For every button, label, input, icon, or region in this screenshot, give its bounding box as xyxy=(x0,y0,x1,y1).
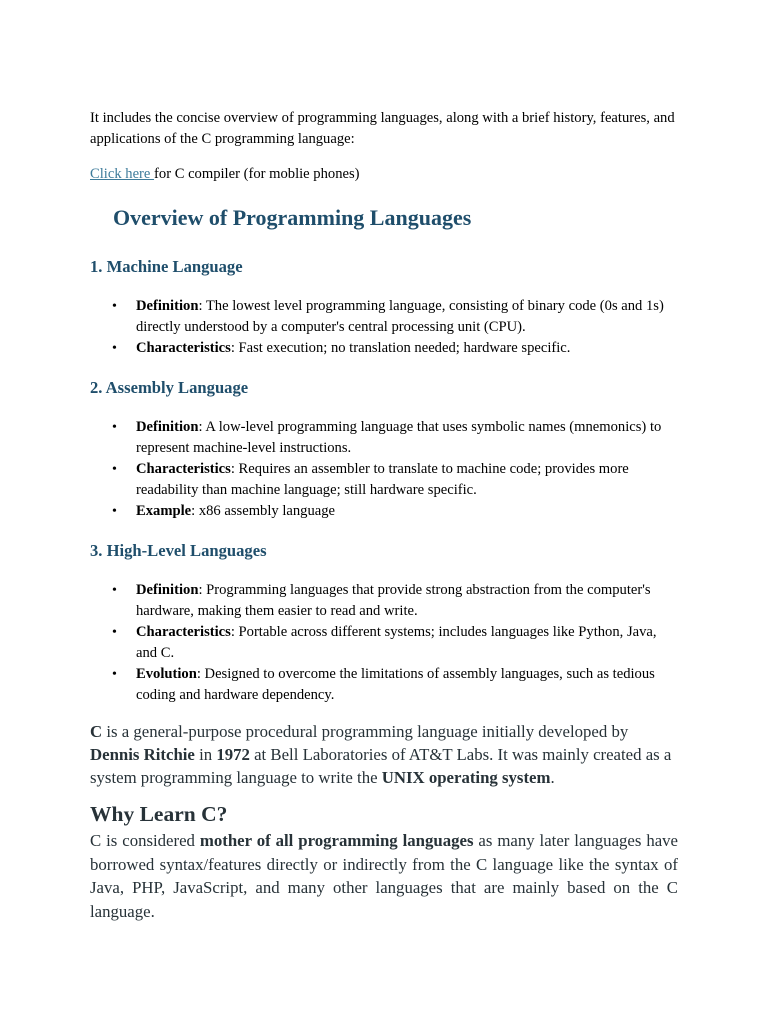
item-term: Definition xyxy=(136,419,199,435)
c-intro-text: at Bell Laboratories of AT&T Labs. It was mainly created as a system programming language to write the xyxy=(90,745,672,787)
list-item xyxy=(90,622,678,664)
c-intro-text: . xyxy=(550,768,555,787)
item-term: Example xyxy=(136,503,192,519)
mother-of-languages-term: mother of all programming languages xyxy=(199,831,474,850)
c-intro-text: is a general-purpose procedural programming language initially developed by xyxy=(102,722,629,741)
c-intro-text: in xyxy=(194,745,217,764)
item-text: : Portable across different systems; includes languages like Python, Java, and C. xyxy=(136,624,657,661)
list-item xyxy=(90,580,678,622)
list-item xyxy=(90,459,678,501)
bullet-icon: • xyxy=(112,462,117,477)
c-term: C xyxy=(90,722,103,741)
bullet-icon: • xyxy=(112,420,117,435)
item-text: : Programming languages that provide strong abstraction from the computer's hardware, making them easier to read and write. xyxy=(136,582,651,619)
why-learn-c-heading: Why Learn C? xyxy=(90,802,228,826)
click-here-link[interactable]: Click here xyxy=(90,166,155,182)
year: 1972 xyxy=(216,745,250,764)
item-text: : A low-level programming language that uses symbolic names (mnemonics) to represent machine-level instructions. xyxy=(136,419,662,456)
why-text: as many later languages have borrowed syntax/features directly or indirectly from the C language like the syntax of Java, PHP, JavaScript, and many other languages that are mainly based on the C language. xyxy=(90,831,679,921)
document-content xyxy=(90,108,678,923)
machine-language-heading: 1. Machine Language xyxy=(90,257,243,276)
item-term: Definition xyxy=(136,298,199,314)
compiler-link-description: for C compiler (for moblie phones) xyxy=(154,166,360,182)
overview-heading: Overview of Programming Languages xyxy=(113,205,472,230)
item-term: Definition xyxy=(136,582,199,598)
list-item xyxy=(90,296,678,338)
list-item xyxy=(90,501,678,522)
item-text: : x86 assembly language xyxy=(191,503,336,519)
assembly-language-heading: 2. Assembly Language xyxy=(90,378,249,397)
item-text: : Requires an assembler to translate to machine code; provides more readability than machine language; still hardware specific. xyxy=(136,461,629,498)
item-term: Characteristics xyxy=(136,461,231,477)
unix-term: UNIX operating system xyxy=(381,768,551,787)
list-item xyxy=(90,417,678,459)
compiler-link-line xyxy=(90,164,678,185)
item-term: Evolution xyxy=(136,666,197,682)
item-term: Characteristics xyxy=(136,340,231,356)
author-name: Dennis Ritchie xyxy=(90,745,195,764)
bullet-icon: • xyxy=(112,667,117,682)
assembly-language-list xyxy=(90,417,678,522)
bullet-icon: • xyxy=(112,341,117,356)
bullet-icon: • xyxy=(112,583,117,598)
bullet-icon: • xyxy=(112,625,117,640)
why-text: C is considered xyxy=(90,831,200,850)
intro-paragraph: It includes the concise overview of programming languages, along with a brief history, features, and applications of the C programming language: xyxy=(90,110,675,147)
why-learn-c-paragraph xyxy=(90,829,678,923)
item-text: : The lowest level programming language, consisting of binary code (0s and 1s) directly understood by a computer's central processing unit (CPU). xyxy=(136,298,664,335)
list-item xyxy=(90,664,678,706)
item-text: : Fast execution; no translation needed; hardware specific. xyxy=(230,340,571,356)
list-item xyxy=(90,338,678,359)
high-level-languages-heading: 3. High-Level Languages xyxy=(90,541,267,560)
item-text: : Designed to overcome the limitations of assembly languages, such as tedious coding and hardware dependency. xyxy=(136,666,655,703)
machine-language-list xyxy=(90,296,678,359)
bullet-icon: • xyxy=(112,299,117,314)
c-intro-paragraph xyxy=(90,720,678,789)
item-term: Characteristics xyxy=(136,624,231,640)
bullet-icon: • xyxy=(112,504,117,519)
high-level-languages-list xyxy=(90,580,678,706)
